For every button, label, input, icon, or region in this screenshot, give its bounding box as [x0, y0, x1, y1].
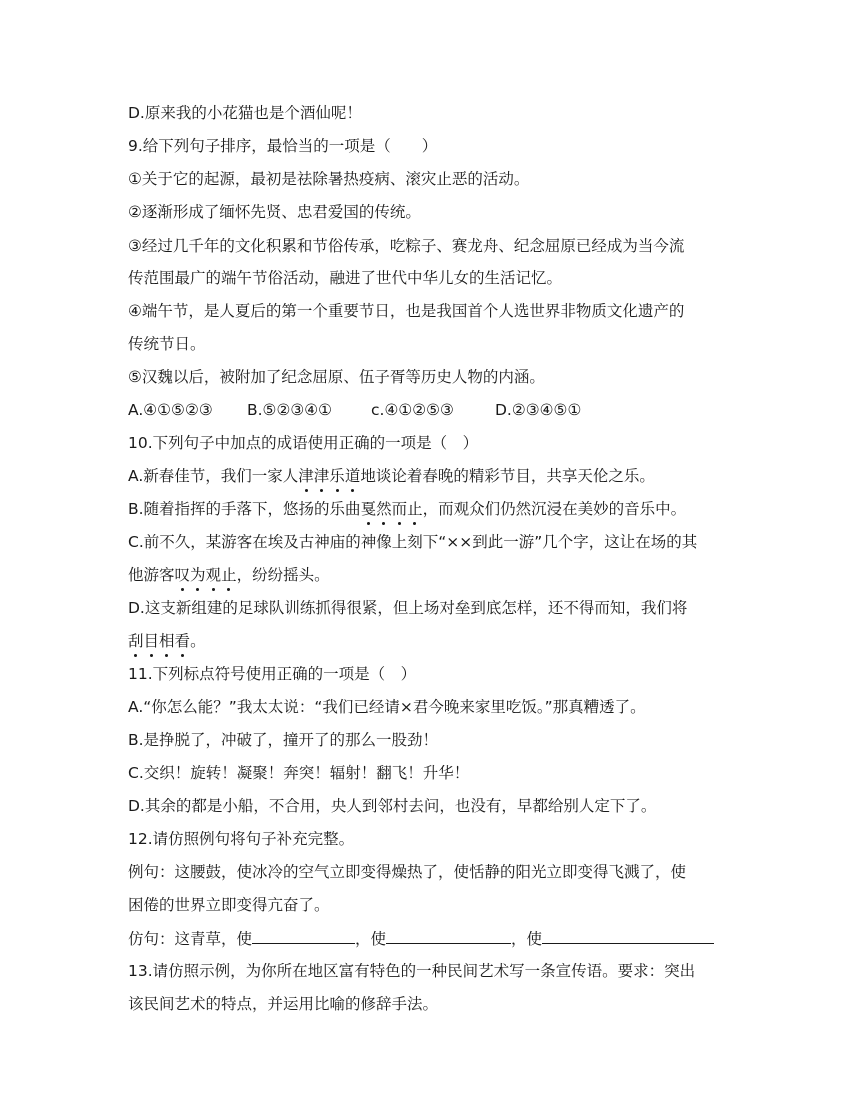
q12-stem: 12.请仿照例句将句子补充完整。 [128, 830, 355, 848]
emphasis-dot-char: 相 [159, 632, 175, 650]
emphasis-dot-char: 道 [344, 467, 361, 485]
emphasis-dot-char: 止 [221, 566, 237, 584]
q10-a-text-pre: A.新春佳节，我们一家人 [128, 467, 299, 485]
q11-option-b: B.是挣脱了，冲破了，撞开了的那么一股劲！ [128, 731, 439, 749]
q10-option-d-line2 [128, 631, 206, 651]
q9-sentence-2: ②逐渐形成了缅怀先贤、忠君爱国的传统。 [128, 203, 421, 221]
q10-b-text-post: ，而观众们仍然沉浸在美妙的音乐中。 [422, 500, 687, 518]
q8-option-d: D.原来我的小花猫也是个酒仙呢！ [128, 104, 362, 122]
q11-option-c: C.交织！旋转！凝聚！奔突！辐射！翻飞！升华！ [128, 764, 470, 782]
q9-sentence-4b: 传统节日。 [128, 335, 206, 353]
q9-sentence-3b: 传范围最广的端午节俗活动，融进了世代中华儿女的生活记忆。 [128, 269, 563, 287]
q10-option-c-line1: C.前不久，某游客在埃及古神庙的神像上刻下“××到此一游”几个字，这让在场的其 [128, 533, 698, 551]
emphasis-dot-char: 为 [190, 566, 206, 584]
emphasis-dot-char: 而 [391, 500, 408, 518]
emphasis-dot-char: 观 [205, 566, 222, 584]
emphasis-dot-char: 叹 [174, 566, 191, 584]
q10-d-text-post: 。 [190, 632, 206, 650]
q10-a-idiom [298, 467, 360, 485]
q10-c-text-post: ，纷纷摇头。 [236, 566, 330, 584]
q10-b-idiom [361, 500, 423, 518]
q9-options [128, 400, 581, 420]
q9-stem: 9.给下列句子排序，最恰当的一项是（ ） [128, 137, 438, 155]
q10-option-a [128, 466, 655, 486]
q12-blank-2[interactable] [386, 927, 511, 944]
q9-sentence-3a: ③经过几千年的文化积累和节俗传承，吃粽子、赛龙舟、纪念屈原已经成为当今流 [128, 237, 685, 255]
emphasis-dot-char: 津 [298, 467, 314, 485]
q10-stem: 10.下列句子中加点的成语使用正确的一项是（ ） [128, 434, 479, 452]
emphasis-dot-char: 刮 [128, 632, 144, 650]
q12-blank-1[interactable] [252, 927, 355, 944]
q11-option-a: A.“你怎么能？”我太太说：“我们已经请×君今晚来家里吃饭。”那真糟透了。 [128, 698, 646, 716]
emphasis-dot-char: 止 [407, 500, 423, 518]
q12-example-line2: 困倦的世界立即变得亢奋了。 [128, 896, 330, 914]
q10-option-d-line1: D.这支新组建的足球队训练抓得很紧，但上场对垒到底怎样，还不得而知，我们将 [128, 599, 688, 617]
q11-option-d: D.其余的都是小船，不合用，央人到邻村去问，也没有，早都给别人定下了。 [128, 797, 657, 815]
q12-imitation-end: ，使 [511, 930, 543, 948]
emphasis-dot-char: 然 [376, 500, 392, 518]
q13-stem-line2: 该民间艺术的特点，并运用比喻的修辞手法。 [128, 995, 439, 1013]
q9-option-d: D.②③④⑤① [495, 401, 582, 419]
q12-blank-3[interactable] [542, 927, 714, 944]
emphasis-dot-char: 看 [174, 632, 191, 650]
emphasis-dot-char: 目 [143, 632, 160, 650]
q10-b-text-pre: B.随着指挥的手落下，悠扬的乐曲 [128, 500, 361, 518]
q10-a-text-post: 地谈论着春晚的精彩节目，共享天伦之乐。 [360, 467, 655, 485]
q12-example-line1: 例句：这腰鼓，使冰冷的空气立即变得燥热了，使恬静的阳光立即变得飞溅了，使 [128, 863, 687, 881]
q10-c-text-pre: 他游客 [128, 566, 175, 584]
q10-option-c-line2 [128, 565, 330, 585]
q12-imitation-mid: ，使 [355, 930, 387, 948]
q10-d-idiom [128, 632, 190, 650]
q10-c-idiom [175, 566, 237, 584]
q10-option-b [128, 499, 686, 519]
emphasis-dot-char: 津 [313, 467, 330, 485]
q12-imitation-lead: 仿句：这青草，使 [128, 930, 253, 948]
q9-sentence-5: ⑤汉魏以后，被附加了纪念屈原、伍子胥等历史人物的内涵。 [128, 368, 545, 386]
q9-option-a: A.④①⑤②③ [128, 401, 213, 419]
q11-stem: 11.下列标点符号使用正确的一项是（ ） [128, 665, 417, 683]
q13-stem-line1: 13.请仿照示例，为你所在地区富有特色的一种民间艺术写一条宣传语。要求：突出 [128, 962, 696, 980]
q9-option-c: c.④①②⑤③ [371, 401, 454, 419]
q9-sentence-1: ①关于它的起源，最初是祛除暑热疫病、滚灾止恶的活动。 [128, 170, 530, 188]
q9-option-b: B.⑤②③④① [247, 401, 333, 419]
emphasis-dot-char: 戛 [360, 500, 377, 518]
emphasis-dot-char: 乐 [329, 467, 345, 485]
q9-sentence-4a: ④端午节，是人夏后的第一个重要节日，也是我国首个人选世界非物质文化遗产的 [128, 302, 685, 320]
q12-imitation [128, 927, 714, 949]
